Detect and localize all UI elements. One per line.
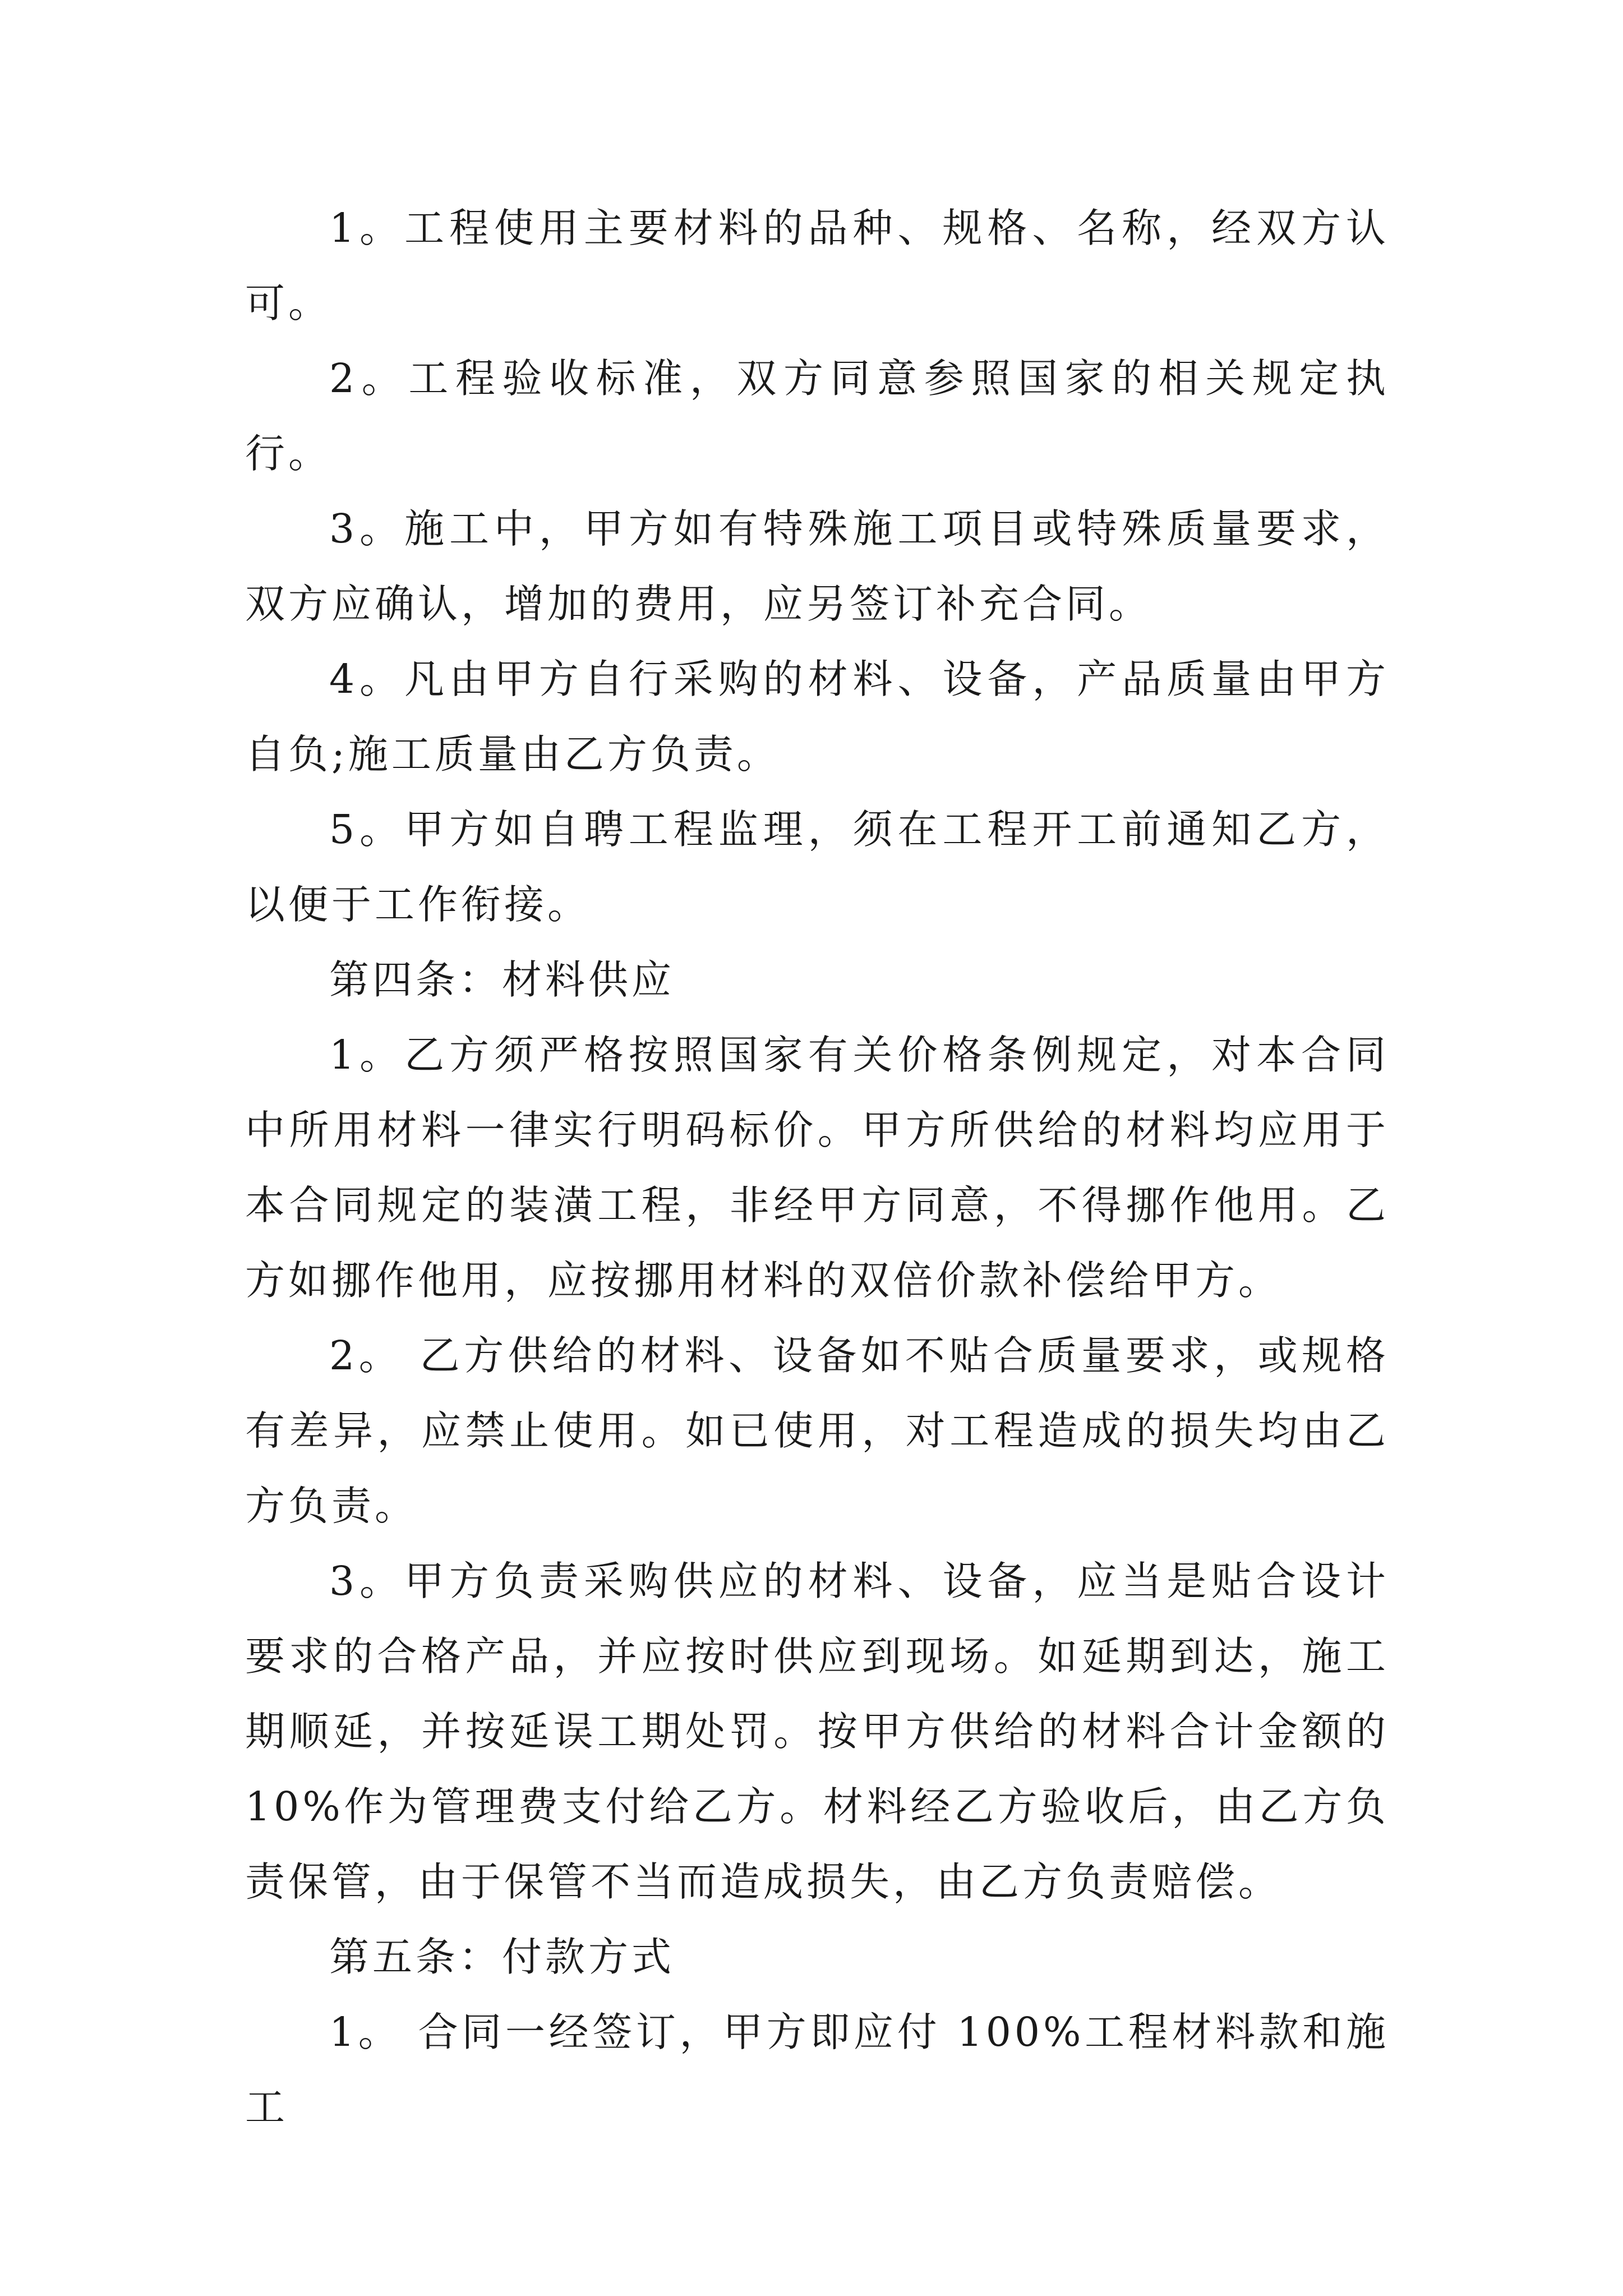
- clause-3-item-3: 3。施工中，甲方如有特殊施工项目或特殊质量要求，双方应确认，增加的费用，应另签订补充合同。: [245, 505, 1389, 627]
- clause-3-item-1: 1。工程使用主要材料的品种、规格、名称，经双方认可。: [245, 205, 1389, 326]
- clause-4-item-2: 2。 乙方供给的材料、设备如不贴合质量要求，或规格有差异，应禁止使用。如已使用，对工程造成的损失均由乙方负责。: [245, 1332, 1389, 1529]
- clause-3-item-5: 5。甲方如自聘工程监理，须在工程开工前通知乙方，以便于工作衔接。: [245, 806, 1389, 928]
- clause-5-heading: 第五条：付款方式: [329, 1934, 675, 1980]
- document-body: [245, 191, 1389, 2145]
- clause-4-item-1: 1。乙方须严格按照国家有关价格条例规定，对本合同中所用材料一律实行明码标价。甲方所供给的材料均应用于本合同规定的装潢工程，非经甲方同意，不得挪作他用。乙方如挪作他用，应按挪用材料的双倍价款补偿给甲方。: [245, 1032, 1389, 1304]
- clause-4-heading: 第四条：材料供应: [329, 956, 675, 1003]
- clause-5-item-1: 1。 合同一经签订，甲方即应付 100%工程材料款和施工: [245, 2009, 1389, 2131]
- clause-3-item-4: 4。凡由甲方自行采购的材料、设备，产品质量由甲方自负;施工质量由乙方负责。: [245, 656, 1389, 777]
- clause-4-item-3: 3。甲方负责采购供应的材料、设备，应当是贴合设计要求的合格产品，并应按时供应到现场。如延期到达，施工期顺延，并按延误工期处罚。按甲方供给的材料合计金额的10%作为管理费支付给乙方。材料经乙方验收后，由乙方负责保管，由于保管不当而造成损失，由乙方负责赔偿。: [245, 1558, 1389, 1905]
- clause-3-item-2: 2。工程验收标准，双方同意参照国家的相关规定执行。: [245, 355, 1389, 477]
